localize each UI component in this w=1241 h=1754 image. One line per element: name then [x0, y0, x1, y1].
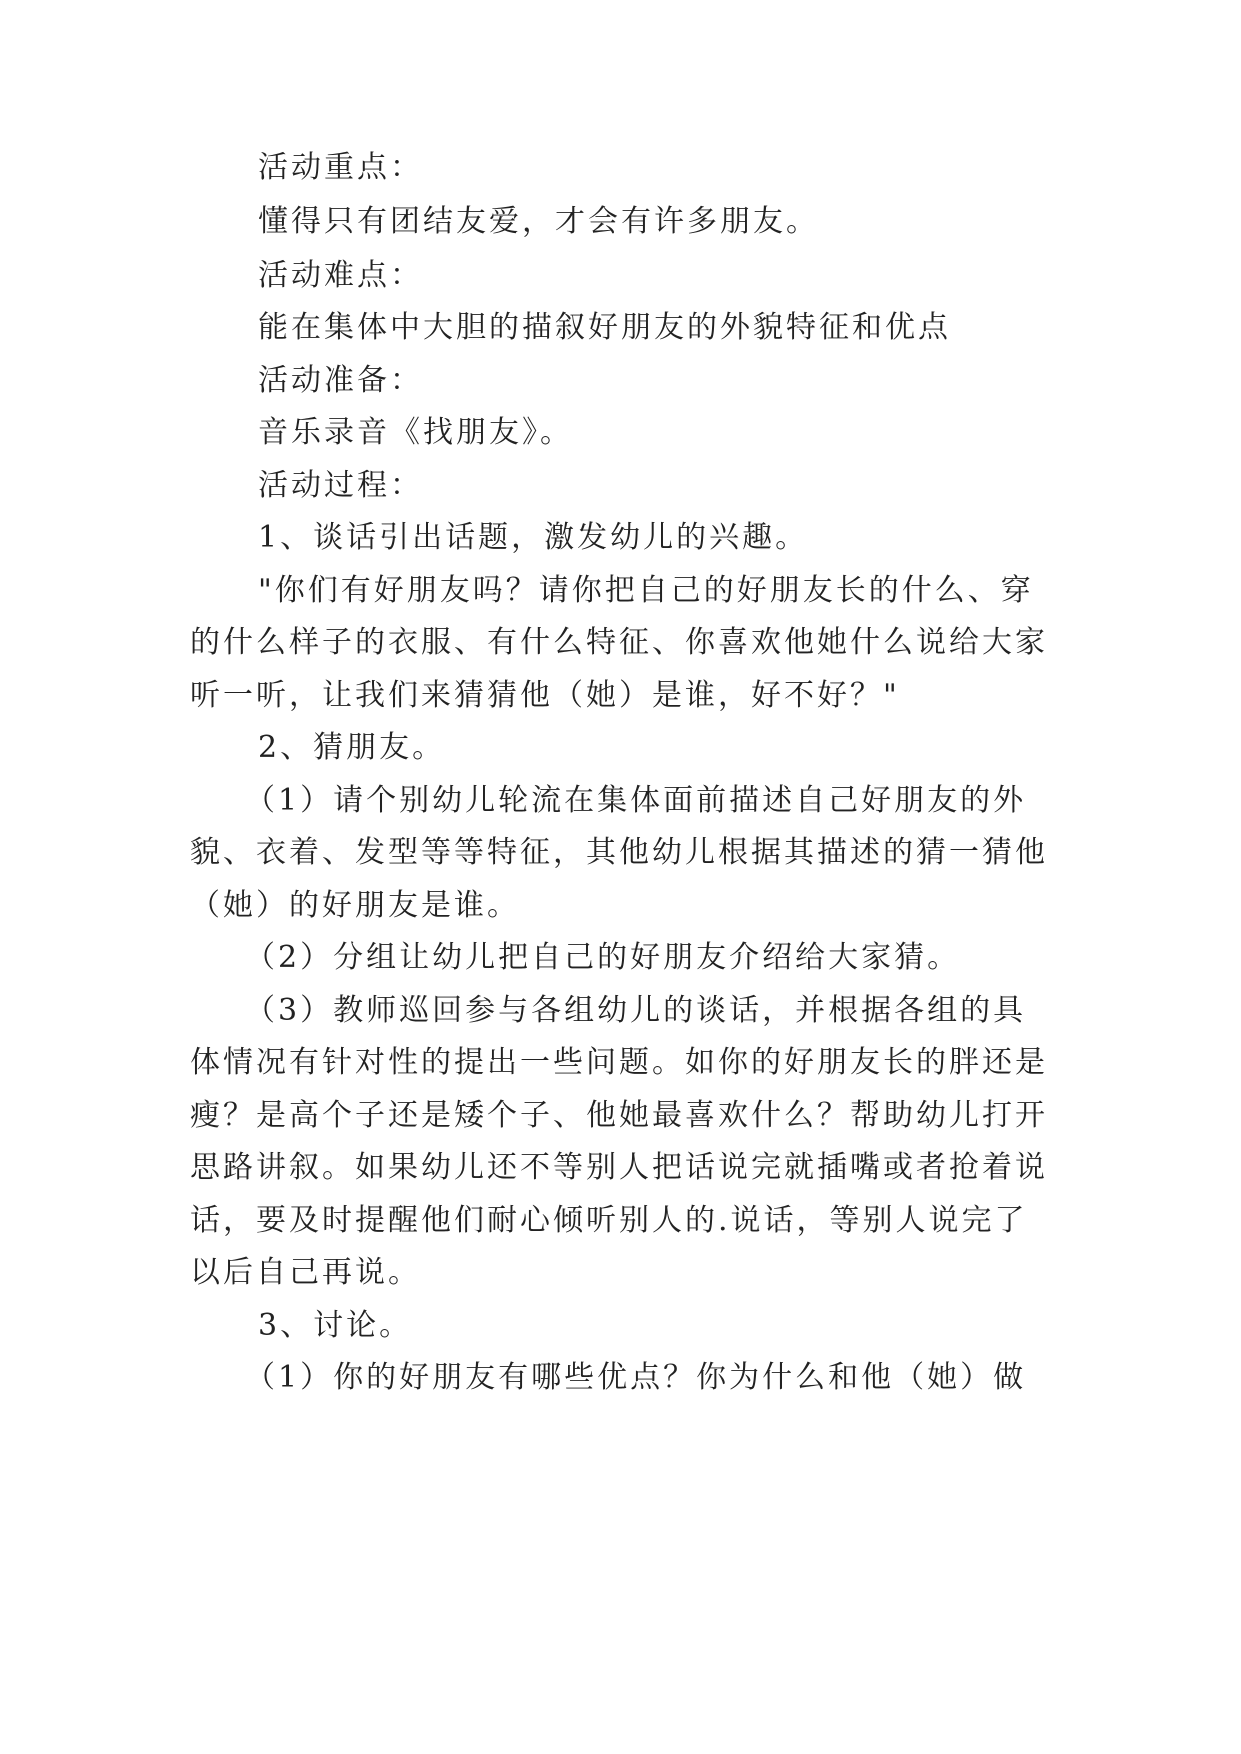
- text-line: （3）教师巡回参与各组幼儿的谈话，并根据各组的具: [245, 993, 1027, 1028]
- text-line: 体情况有针对性的提出一些问题。如你的好朋友长的胖还是: [190, 1045, 1048, 1080]
- text-line: "你们有好朋友吗？请你把自己的好朋友长的什么、穿: [258, 573, 1034, 608]
- heading-difficulties: 活动难点：: [258, 258, 423, 293]
- text-line: 话，要及时提醒他们耐心倾听别人的.说话，等别人说完了: [190, 1203, 1028, 1238]
- heading-key-points: 活动重点：: [258, 150, 423, 185]
- text-line: （她）的好朋友是谁。: [190, 888, 520, 923]
- text-line: 的什么样子的衣服、有什么特征、你喜欢他她什么说给大家: [190, 625, 1048, 660]
- text-line: （1）请个别幼儿轮流在集体面前描述自己好朋友的外: [245, 783, 1027, 818]
- text-line: 思路讲叙。如果幼儿还不等别人把话说完就插嘴或者抢着说: [190, 1150, 1048, 1185]
- text-line: 以后自己再说。: [190, 1255, 421, 1290]
- paragraph-key-points: 懂得只有团结友爱，才会有许多朋友。: [258, 204, 819, 239]
- text-line: 听一听，让我们来猜猜他（她）是谁，好不好？": [190, 678, 900, 713]
- text-line: （2）分组让幼儿把自己的好朋友介绍给大家猜。: [245, 940, 961, 975]
- heading-preparation: 活动准备：: [258, 363, 423, 398]
- step-2-heading: 2、猜朋友。: [258, 730, 446, 765]
- text-line: （1）你的好朋友有哪些优点？你为什么和他（她）做: [245, 1360, 1027, 1395]
- paragraph-preparation: 音乐录音《找朋友》。: [258, 415, 573, 450]
- text-line: 貌、衣着、发型等等特征，其他幼儿根据其描述的猜一猜他: [190, 835, 1048, 870]
- step-3-heading: 3、讨论。: [258, 1308, 413, 1343]
- paragraph-difficulties: 能在集体中大胆的描叙好朋友的外貌特征和优点: [258, 310, 951, 345]
- heading-process: 活动过程：: [258, 468, 423, 503]
- text-line: 瘦？是高个子还是矮个子、他她最喜欢什么？帮助幼儿打开: [190, 1098, 1048, 1133]
- step-1-heading: 1、谈话引出话题，激发幼儿的兴趣。: [258, 520, 809, 555]
